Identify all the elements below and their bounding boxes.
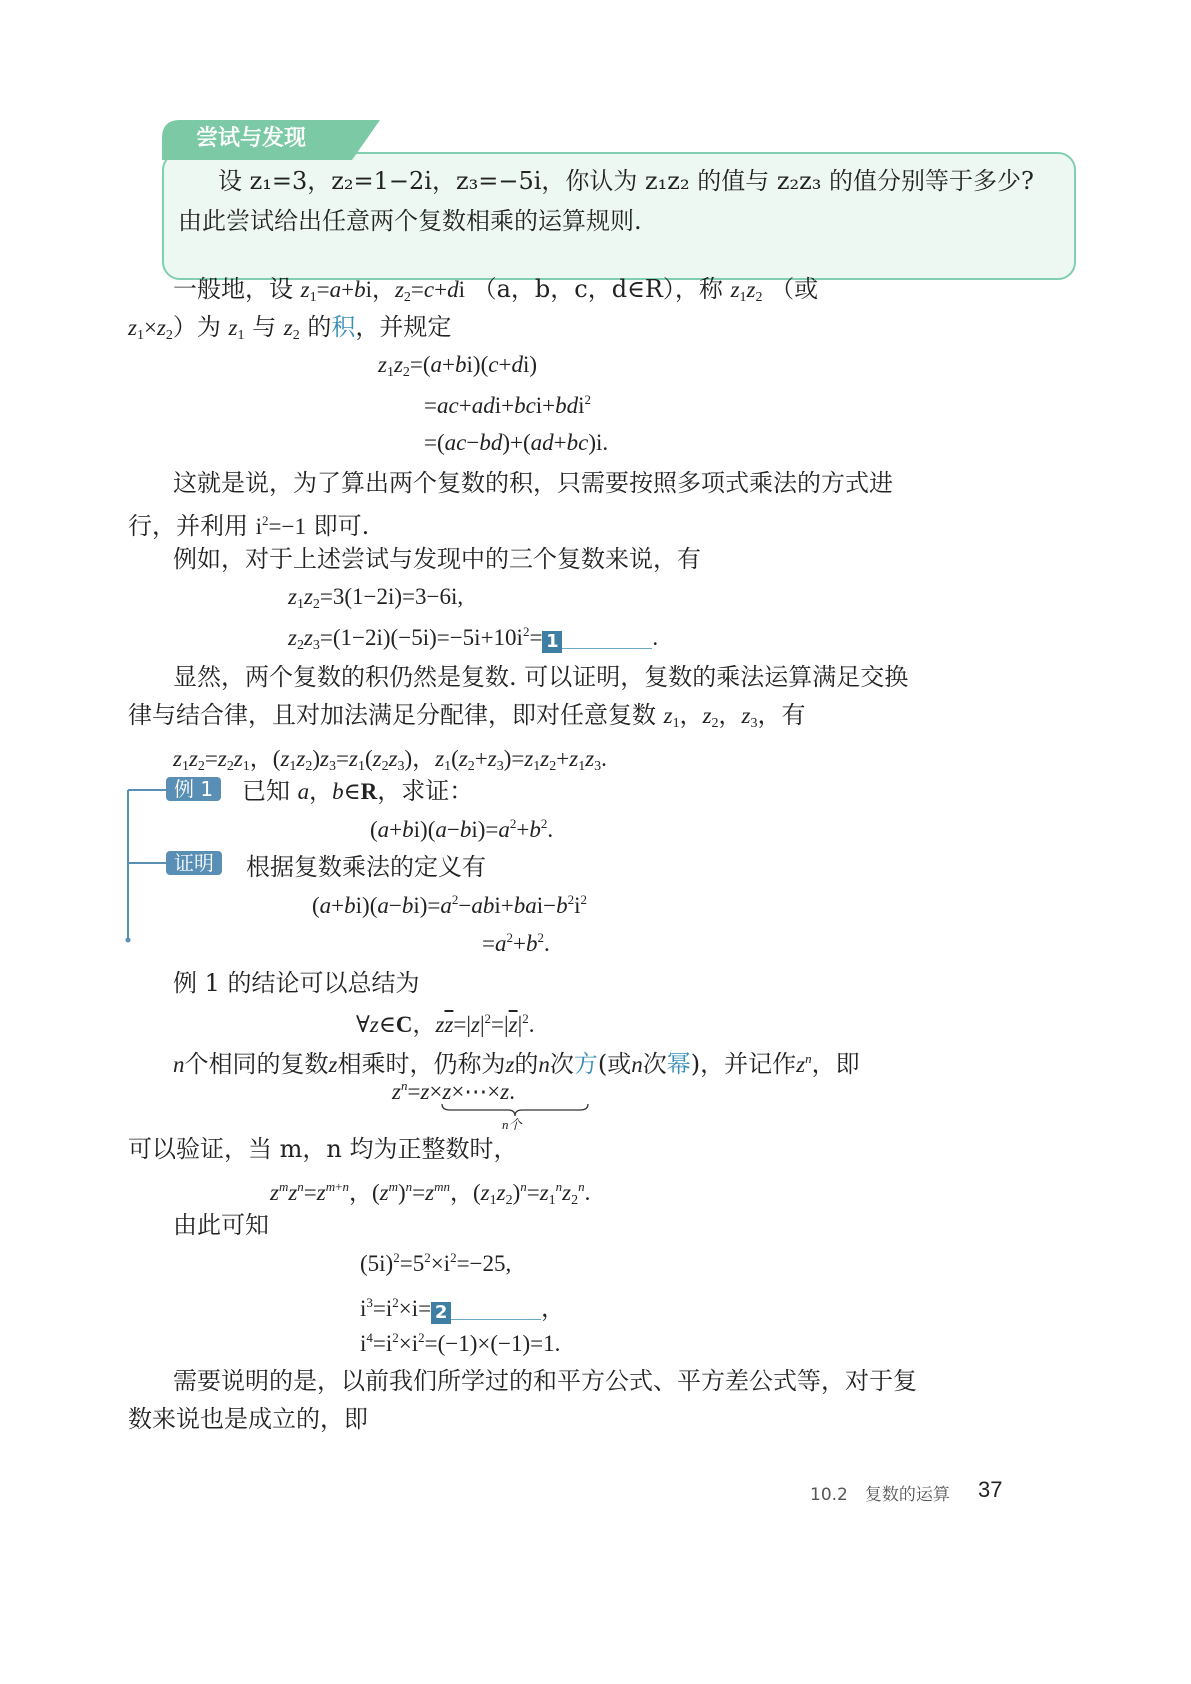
try-discover-line2: 由此尝试给出任意两个复数相乘的运算规则.	[178, 207, 642, 235]
formula-product-3: =(ac−bd)+(ad+bc)i.	[424, 430, 609, 455]
proof-text: 根据复数乘法的定义有	[246, 853, 486, 881]
formula-proof-1: $(a+bi)(a-bi)=a^2-abi+bai-b^2i^2$	[312, 892, 588, 918]
para2-line2: 行，并利用 $i^2=-1$ 即可.	[128, 512, 370, 540]
formula-i-fourth: $i^4=i^2\times i^2=(-1)\times(-1)=1$.	[360, 1330, 561, 1356]
keyword-power-alt: 幂	[666, 1050, 691, 1078]
formula-proof-2: $=a^2+b^2$.	[482, 930, 550, 956]
text: 的	[307, 313, 332, 341]
page-number: 37	[978, 1477, 1003, 1502]
formula-laws: $z_1z_2=z_2z_1$，$(z_1z_2)z_3=z_1(z_2z_3)$，$z_1(z_2+z_3)=z_1z_2+z_1z_3$.	[173, 746, 607, 774]
blank-2[interactable]: 2	[431, 1302, 451, 1324]
formula-example1: $(a+bi)(a-bi)=a^2+b^2$.	[370, 816, 554, 842]
text: ，即	[811, 1050, 860, 1078]
text: ，求证：	[377, 777, 474, 805]
footer-section-title: 10.2 复数的运算	[810, 1485, 950, 1505]
para5: 例 1 的结论可以总结为	[173, 969, 420, 997]
formula-5i-squared: $(5i)^2=5^2\times i^2=-25$,	[360, 1250, 512, 1276]
blank-1-line[interactable]	[562, 626, 652, 649]
para9-line1: 需要说明的是，以前我们所学过的和平方公式、平方差公式等，对于复	[173, 1367, 917, 1395]
formula-z2z3: $z_2z_3=(1-2i)(-5i)=-5i+10i^2= 1$ .	[288, 624, 659, 653]
proof-tag	[166, 850, 222, 876]
formula-z1z2: $z_1z_2=3(1-2i)=3-6i$,	[288, 584, 464, 612]
formula-product-1: $z_1z_2=(a+bi)(c+di)$	[378, 352, 538, 380]
para8: 由此可知	[173, 1211, 269, 1239]
formula-i-cubed: $i^3=i^2\times i= 2$ ，	[360, 1295, 565, 1323]
text: 次	[549, 1050, 574, 1078]
blank-1[interactable]: 1	[542, 631, 562, 653]
text: （a，b，c，d∈R），称	[472, 275, 723, 303]
para9-line2: 数来说也是成立的，即	[128, 1405, 368, 1433]
tag-label: 证明	[166, 851, 222, 875]
formula-power-laws: $z^mz^n=z^{m+n}$，$(z^m)^n=z^{mn}$，$(z_1z_2)^n=z_1^nz_2^n$.	[270, 1179, 591, 1208]
text: 律与结合律，且对加法满足分配律，即对任意复数	[128, 701, 656, 729]
text: 相乘时，仍称为	[337, 1050, 506, 1078]
para4-line2: 律与结合律，且对加法满足分配律，即对任意复数 $z_1$，$z_2$，$z_3$，有	[128, 701, 806, 731]
text: 的	[514, 1050, 539, 1078]
para1-line1: 一般地，设 $z_1=a+bi$，$z_2=c+di$ （a，b，c，d∈R），称 $z_1z_2$ （或	[173, 275, 819, 305]
text: 一般地，设	[173, 275, 293, 303]
text: ）为	[172, 313, 221, 341]
para4-line1: 显然，两个复数的积仍然是复数. 可以证明，复数的乘法运算满足交换	[173, 663, 909, 691]
formula-conjugate: ∀z∈C，$z\overline{z}=|z|^2=|\overline{z}|^2$.	[356, 1011, 535, 1037]
try-discover-title: 尝试与发现	[196, 126, 307, 151]
text: 已知	[242, 777, 290, 805]
tag-label: 例 1	[166, 777, 221, 801]
keyword-power: 方	[573, 1050, 598, 1078]
text: 即可.	[313, 512, 370, 540]
text: ，并规定	[355, 313, 452, 341]
text: 个相同的复数	[184, 1050, 329, 1078]
text: (或	[597, 1050, 632, 1078]
para6: n个相同的复数z相乘时，仍称为z的n次方(或n次幂)，并记作$z^n$，即	[173, 1050, 860, 1078]
underbrace-label: n个	[502, 1117, 522, 1132]
para7: 可以验证，当 m，n 均为正整数时，	[128, 1135, 518, 1163]
para2-line1: 这就是说，为了算出两个复数的积，只需要按照多项式乘法的方式进	[173, 469, 893, 497]
text: 次	[642, 1050, 667, 1078]
formula-product-2: =ac+adi+bci+bdi$^2$	[424, 392, 592, 418]
text: )，并记作	[690, 1050, 797, 1078]
text: 行，并利用	[128, 512, 248, 540]
text: ，有	[757, 701, 806, 729]
text: 与	[252, 313, 277, 341]
keyword-product: 积	[331, 313, 356, 341]
text: （或	[770, 275, 819, 303]
blank-2-line[interactable]	[451, 1297, 541, 1320]
try-discover-line1: 设 z₁=3，z₂=1−2i，z₃=−5i，你认为 z₁z₂ 的值与 z₂z₃ 的值分别等于多少?	[218, 167, 1034, 195]
example1-statement: 已知 a，b∈R，求证：	[242, 777, 474, 805]
para1-line2: $z_1\times z_2$）为 $z_1$ 与 $z_2$ 的积，并规定	[128, 313, 452, 343]
formula-power-def: $z^n=z\times z\times\cdots\times z$.	[392, 1078, 515, 1104]
example1-tag	[166, 776, 221, 802]
para3: 例如，对于上述尝试与发现中的三个复数来说，有	[173, 545, 701, 573]
